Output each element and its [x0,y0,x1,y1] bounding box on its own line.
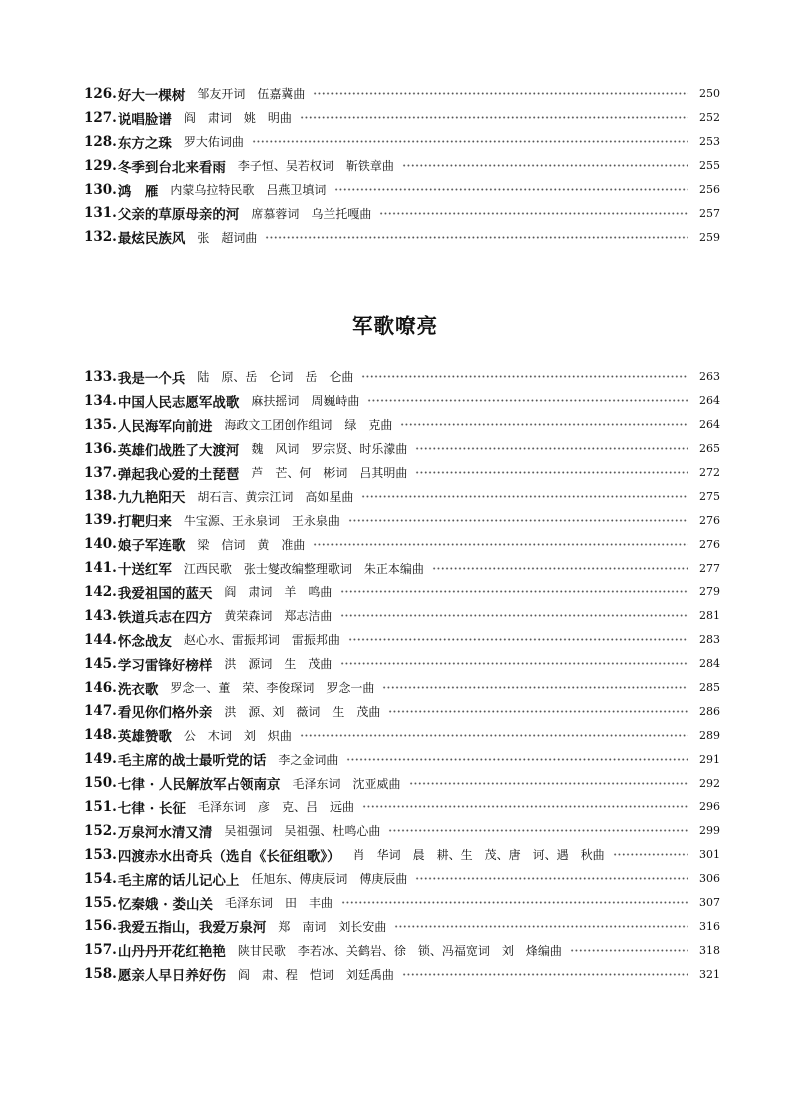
entry-credit: 罗大佑词曲 [183,135,244,150]
entry-page: 301 [699,848,720,862]
entry-credit: 洪 源词 生 茂曲 [224,657,333,672]
entry-credit: 洪 源、刘 薇词 生 茂曲 [224,704,381,719]
entry-credit: 陕甘民歌 李若冰、关鹤岩、徐 锁、冯福宽词 刘 烽编曲 [237,943,562,958]
section-heading: 军歌嘹亮 [352,314,438,338]
entry-title: 忆秦娥 · 娄山关 [117,896,213,913]
entry-credit: 公 木词 刘 炽曲 [183,728,292,743]
toc-entry[interactable] [84,106,720,130]
entry-title: 打靶归来 [117,514,172,531]
dot-leader [348,519,688,522]
entry-credit: 任旭东、傅庚辰词 傅庚辰曲 [251,872,408,887]
entry-page: 318 [699,943,720,957]
entry-page: 306 [699,872,720,886]
entry-credit: 毛泽东词 沈亚威曲 [292,776,401,791]
entry-number: 134. [84,392,117,409]
dot-leader [382,686,688,689]
dot-leader [394,925,688,928]
entry-title: 七律 · 长征 [117,800,186,817]
toc-entry[interactable] [84,365,720,389]
entry-number: 156. [84,918,117,935]
dot-leader [334,188,688,191]
entry-title: 娘子军连歌 [117,538,186,555]
entry-credit: 麻扶摇词 周巍峙曲 [251,394,360,409]
entry-title: 愿亲人早日养好伤 [117,968,226,985]
entry-title: 学习雷锋好榜样 [117,657,213,674]
entry-number: 153. [84,846,117,863]
entry-page: 299 [699,824,720,838]
entry-credit: 黄荣森词 郑志洁曲 [224,609,333,624]
dot-leader [388,710,688,713]
entry-title: 山丹丹开花红艳艳 [117,944,226,961]
entry-title: 弹起我心爱的土琵琶 [117,466,240,483]
entry-title: 怀念战友 [117,633,172,650]
entry-page: 321 [699,967,720,981]
toc-entry[interactable] [84,962,720,986]
dot-leader [265,236,688,239]
entry-credit: 李之金词曲 [278,752,339,767]
entry-credit: 赵心水、雷振邦词 雷振邦曲 [183,633,340,648]
entry-title: 英雄赞歌 [117,729,172,746]
dot-leader [348,638,688,641]
dot-leader [361,495,688,498]
entry-credit: 内蒙乌拉特民歌 吕燕卫填词 [170,183,327,197]
dot-leader [313,543,688,546]
dot-leader [613,853,688,856]
dot-leader [341,901,688,904]
entry-number: 131. [84,205,117,222]
entry-page: 250 [699,87,720,101]
toc-entry[interactable] [84,843,720,867]
entry-title: 看见你们格外亲 [117,705,213,722]
dot-leader [432,567,688,570]
entry-number: 144. [84,631,117,648]
entry-page: 281 [699,609,720,623]
entry-page: 253 [699,135,720,149]
entry-number: 130. [84,181,117,198]
entry-number: 150. [84,775,117,792]
entry-title: 十送红军 [117,562,172,579]
dot-leader [367,399,688,402]
entry-title: 毛主席的话儿记心上 [117,872,240,889]
toc-entry[interactable] [84,437,720,461]
entry-title: 冬季到台北来看雨 [117,159,226,176]
entry-number: 127. [84,109,117,126]
entry-page: 264 [699,394,720,408]
entry-page: 285 [699,681,720,695]
entry-number: 147. [84,703,117,720]
toc-entry[interactable] [84,891,720,915]
toc-entry[interactable] [84,914,720,938]
entry-credit: 毛泽东词 田 丰曲 [225,896,334,911]
toc-entry[interactable] [84,819,720,843]
dot-leader [570,949,688,952]
toc-entry[interactable] [84,699,720,723]
entry-page: 316 [699,919,720,933]
entry-title: 好大一棵树 [117,87,186,104]
entry-page: 279 [699,585,720,599]
entry-number: 141. [84,560,117,577]
entry-number: 157. [84,942,117,959]
toc-entry[interactable] [84,556,720,580]
toc-entry[interactable] [84,508,720,532]
entry-page: 259 [699,230,720,244]
toc-entry[interactable] [84,225,720,249]
entry-number: 146. [84,679,117,696]
entry-number: 126. [84,85,117,102]
entry-credit: 邹友开词 伍嘉冀曲 [197,87,306,102]
toc-entry[interactable] [84,580,720,604]
dot-leader [361,375,688,378]
toc-entry[interactable] [84,389,720,413]
toc-entry[interactable] [84,652,720,676]
entry-credit: 毛泽东词 彦 克、吕 远曲 [198,800,355,815]
dot-leader [300,116,688,119]
entry-title: 东方之珠 [117,135,172,152]
entry-number: 142. [84,583,117,600]
dot-leader [379,212,688,215]
toc-entry[interactable] [84,154,720,178]
dot-leader [415,471,688,474]
dot-leader [340,590,688,593]
entry-number: 140. [84,536,117,553]
toc-entry[interactable] [84,771,720,795]
entry-number: 132. [84,229,117,246]
dot-leader [313,92,688,95]
entry-title: 人民海军向前进 [117,418,213,435]
dot-leader [402,973,688,976]
entry-credit: 肖 华词 晨 耕、生 茂、唐 诃、遇 秋曲 [352,848,605,863]
entry-credit: 陆 原、岳 仑词 岳 仑曲 [197,370,354,385]
entry-page: 272 [699,466,720,479]
entry-page: 283 [699,633,720,647]
entry-number: 155. [84,894,117,911]
entry-page: 286 [699,704,720,718]
entry-page: 255 [699,159,720,173]
entry-number: 151. [84,798,117,815]
entry-number: 139. [84,512,117,529]
dot-leader [400,423,688,426]
toc-entry[interactable] [84,676,720,700]
entry-number: 149. [84,751,117,768]
entry-page: 289 [699,728,720,742]
dot-leader [300,734,688,737]
entry-number: 145. [84,655,117,672]
entry-page: 252 [699,111,720,125]
entry-number: 152. [84,822,117,839]
dot-leader [346,758,688,761]
entry-page: 277 [699,561,720,575]
entry-title: 七律 · 人民解放军占领南京 [117,777,281,794]
entry-number: 158. [84,966,117,983]
entry-title: 最炫民族风 [117,231,186,248]
toc-entry[interactable] [84,413,720,437]
entry-page: 265 [699,442,720,456]
toc-entry[interactable] [84,604,720,628]
toc-entry[interactable] [84,130,720,154]
entry-page: 263 [699,370,720,384]
entry-number: 136. [84,440,117,457]
entry-number: 138. [84,488,117,505]
entry-number: 143. [84,607,117,624]
entry-page: 264 [699,418,720,432]
entry-page: 256 [699,183,720,196]
entry-credit: 李子恒、吴若权词 靳铁章曲 [237,159,394,174]
entry-number: 128. [84,133,117,150]
entry-credit: 胡石言、黄宗江词 高如星曲 [197,489,354,504]
entry-title: 铁道兵志在四方 [117,609,213,626]
entry-title: 我是一个兵 [117,370,186,387]
toc-entry[interactable] [84,747,720,771]
entry-page: 257 [699,206,720,220]
toc-entry[interactable] [84,201,720,225]
entry-page: 276 [699,537,720,551]
entry-title: 毛主席的战士最听党的话 [117,753,267,770]
toc-entry[interactable] [84,867,720,891]
entry-credit: 吴祖强词 吴祖强、杜鸣心曲 [224,824,381,839]
entry-number: 137. [84,464,117,481]
entry-page: 292 [699,776,720,790]
entry-number: 135. [84,416,117,433]
entry-title: 万泉河水清又清 [117,824,213,841]
entry-title: 英雄们战胜了大渡河 [117,442,240,459]
dot-leader [362,805,688,808]
toc-list-top [84,82,720,249]
entry-credit: 罗念一、董 荣、李俊琛词 罗念一曲 [170,681,375,696]
entry-credit: 阎 肃词 羊 鸣曲 [224,585,333,600]
toc-entry[interactable] [84,938,720,962]
entry-credit: 郑 南词 刘长安曲 [278,919,387,934]
dot-leader [402,164,688,167]
dot-leader [409,782,688,785]
entry-title: 洗衣歌 [117,681,159,698]
entry-title: 中国人民志愿军战歌 [117,394,240,411]
entry-title: 我爱祖国的蓝天 [117,585,213,602]
entry-credit: 阎 肃词 姚 明曲 [183,111,292,126]
toc-entry[interactable] [84,723,720,747]
entry-credit: 席慕蓉词 乌兰托嘎曲 [251,206,372,221]
toc-entry[interactable] [84,178,720,202]
toc-list-bottom [84,365,720,986]
toc-entry[interactable] [84,532,720,556]
entry-page: 296 [699,800,720,814]
dot-leader [340,662,688,665]
dot-leader [252,140,688,143]
entry-number: 129. [84,157,117,174]
entry-credit: 魏 风词 罗宗贤、时乐濛曲 [251,442,408,457]
entry-number: 133. [84,368,117,385]
entry-title: 鸿 雁 [117,183,159,200]
entry-title: 说唱脸谱 [117,111,172,128]
toc-entry[interactable] [84,461,720,485]
entry-credit: 阎 肃、程 恺词 刘廷禹曲 [237,967,394,982]
entry-credit: 芦 芒、何 彬词 吕其明曲 [251,466,408,480]
entry-credit: 海政文工团创作组词 绿 克曲 [224,418,393,433]
entry-page: 291 [699,752,720,766]
entry-number: 148. [84,727,117,744]
toc-entry[interactable] [84,484,720,508]
entry-title: 我爱五指山，我爱万泉河 [117,920,267,937]
entry-title: 九九艳阳天 [117,490,186,507]
entry-title: 父亲的草原母亲的河 [117,207,240,224]
entry-credit: 梁 信词 黄 准曲 [197,537,306,552]
entry-title: 四渡赤水出奇兵（选自《长征组歌》） [117,848,341,865]
toc-entry[interactable] [84,795,720,819]
dot-leader [415,877,688,880]
toc-entry[interactable] [84,82,720,106]
dot-leader [415,447,688,450]
entry-number: 154. [84,870,117,887]
entry-credit: 张 超词曲 [197,230,258,245]
toc-entry[interactable] [84,628,720,652]
dot-leader [388,829,688,832]
entry-credit: 江西民歌 张士燮改编整理歌词 朱正本编曲 [183,561,424,576]
dot-leader [340,614,688,617]
entry-page: 276 [699,513,720,527]
entry-credit: 牛宝源、王永泉词 王永泉曲 [183,513,340,528]
entry-page: 275 [699,489,720,503]
entry-page: 284 [699,657,720,671]
entry-page: 307 [699,896,720,910]
